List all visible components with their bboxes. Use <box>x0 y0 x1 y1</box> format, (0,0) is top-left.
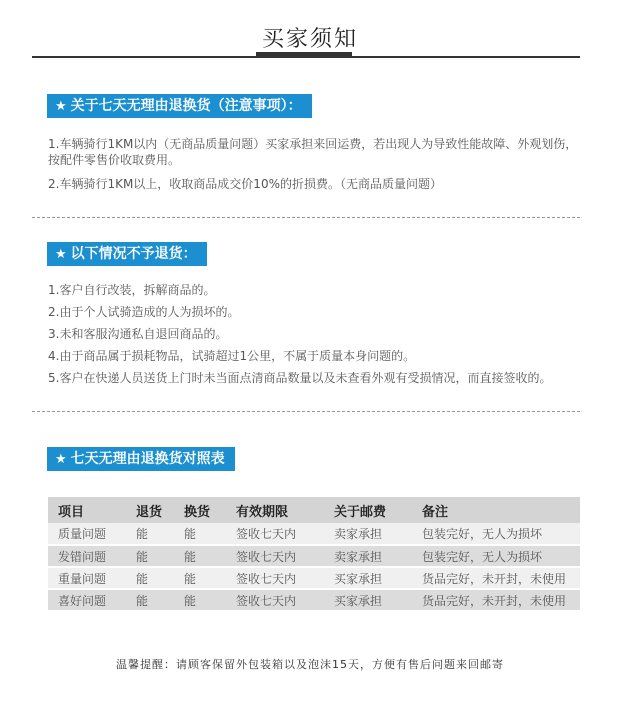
table-cell: 签收七天内 <box>226 589 324 611</box>
table-cell: 能 <box>126 589 174 611</box>
table-cell: 卖家承担 <box>324 545 412 567</box>
list-item: 5.客户在快递人员送货上门时未当面点清商品数量以及未查看外观有受损情况，而直接签收的。 <box>48 371 552 385</box>
column-header: 关于邮费 <box>324 497 412 523</box>
table-cell: 买家承担 <box>324 567 412 589</box>
table-cell: 签收七天内 <box>226 567 324 589</box>
section-label-no-return <box>47 242 207 266</box>
dashed-divider <box>32 411 580 412</box>
column-header: 备注 <box>412 497 580 523</box>
table-cell: 货品完好，未开封，未使用 <box>412 589 580 611</box>
table-cell: 签收七天内 <box>226 523 324 545</box>
table-cell: 质量问题 <box>48 523 126 545</box>
table-cell: 包装完好，无人为损坏 <box>412 523 580 545</box>
table-cell: 能 <box>174 545 226 567</box>
footer-reminder: 温馨提醒：请顾客保留外包装箱以及泡沫15天，方便有售后问题来回邮寄 <box>116 658 504 671</box>
column-header: 有效期限 <box>226 497 324 523</box>
table-cell: 货品完好，未开封，未使用 <box>412 567 580 589</box>
table-cell: 能 <box>174 589 226 611</box>
star-icon: ★ <box>55 247 67 262</box>
table-header-row <box>48 497 580 523</box>
table-row <box>48 545 580 567</box>
section-label-text: 关于七天无理由退换货（注意事项）： <box>70 98 302 114</box>
table-cell: 能 <box>126 523 174 545</box>
page-title: 买家须知 <box>261 27 358 52</box>
table-cell: 卖家承担 <box>324 523 412 545</box>
header-divider <box>32 56 580 58</box>
star-icon: ★ <box>55 452 67 467</box>
table-cell: 能 <box>174 567 226 589</box>
star-icon: ★ <box>55 99 67 114</box>
table-cell: 买家承担 <box>324 589 412 611</box>
list-item: 1.车辆骑行1KM以内（无商品质量问题）买家承担来回运费，若出现人为导致性能故障、外观划伤，按配件零售价收取费用。 <box>48 137 578 167</box>
list-item: 1.客户自行改装，拆解商品的。 <box>48 283 216 297</box>
comparison-table <box>48 497 580 612</box>
table-cell: 发错问题 <box>48 545 126 567</box>
table-row <box>48 589 580 611</box>
column-header: 项目 <box>48 497 126 523</box>
table-cell: 能 <box>174 523 226 545</box>
section-label-text: 以下情况不予退货： <box>70 246 197 262</box>
table-cell: 签收七天内 <box>226 545 324 567</box>
list-item: 2.车辆骑行1KM以上，收取商品成交价10%的折损费。（无商品质量问题） <box>48 177 442 191</box>
list-item: 2.由于个人试骑造成的人为损坏的。 <box>48 305 240 319</box>
table-cell: 包装完好，无人为损坏 <box>412 545 580 567</box>
dashed-divider <box>32 217 580 218</box>
list-item: 4.由于商品属于损耗物品，试骑超过1公里，不属于质量本身问题的。 <box>48 349 416 363</box>
table-cell: 重量问题 <box>48 567 126 589</box>
table-cell: 能 <box>126 545 174 567</box>
table-row <box>48 523 580 545</box>
return-notes-list <box>48 136 588 200</box>
no-return-list <box>48 282 588 392</box>
section-label-comparison-table <box>47 447 235 471</box>
table-row <box>48 567 580 589</box>
table-cell: 能 <box>126 567 174 589</box>
table-cell: 喜好问题 <box>48 589 126 611</box>
page-header <box>0 0 620 58</box>
column-header: 换货 <box>174 497 226 523</box>
list-item: 3.未和客服沟通私自退回商品的。 <box>48 327 228 341</box>
section-label-return-notes <box>47 94 312 118</box>
column-header: 退货 <box>126 497 174 523</box>
section-label-text: 七天无理由退换货对照表 <box>70 451 225 467</box>
